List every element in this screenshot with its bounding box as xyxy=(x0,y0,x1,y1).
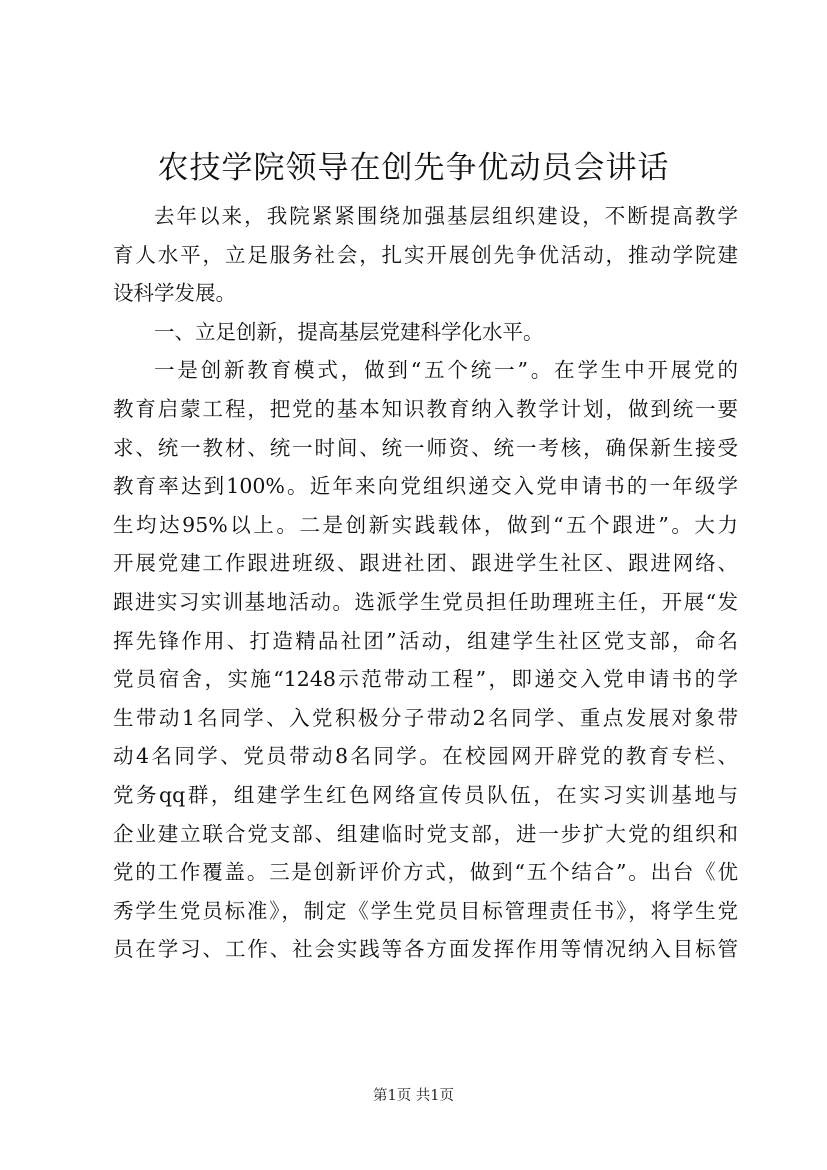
document-body xyxy=(113,197,738,969)
paragraph-line: 秀学生党员标准》，制定《学生党员目标管理责任书》，将学生党 xyxy=(113,898,738,923)
paragraph-line: 员在学习、工作、社会实践等各方面发挥作用等情况纳入目标管 xyxy=(113,937,738,962)
paragraph-line: 生带动1名同学、入党积极分子带动2名同学、重点发展对象带 xyxy=(113,705,738,730)
document-title: 农技学院领导在创先争优动员会讲话 xyxy=(157,150,670,186)
paragraph-line: 挥先锋作用、打造精品社团”活动，组建学生社区党支部，命名 xyxy=(113,628,738,653)
paragraph-line: 设科学发展。 xyxy=(113,281,236,306)
paragraph-line: 企业建立联合党支部、组建临时党支部，进一步扩大党的组织和 xyxy=(113,821,738,846)
paragraph-line: 去年以来，我院紧紧围绕加强基层组织建设，不断提高教学 xyxy=(154,204,738,228)
paragraph-line: 党的工作覆盖。三是创新评价方式，做到“五个结合”。出台《优 xyxy=(113,860,738,885)
section-heading: 一、立足创新，提高基层党建科学化水平。 xyxy=(154,319,544,344)
paragraph-line: 育人水平，立足服务社会，扎实开展创先争优活动，推动学院建 xyxy=(113,242,738,267)
paragraph-line: 开展党建工作跟进班级、跟进社团、跟进学生社区、跟进网络、 xyxy=(113,551,738,576)
paragraph-line: 求、统一教材、统一时间、统一师资、统一考核，确保新生接受 xyxy=(113,435,738,460)
paragraph-line: 教育率达到100%。近年来向党组织递交入党申请书的一年级学 xyxy=(113,474,738,499)
paragraph-line: 生均达95%以上。二是创新实践载体，做到“五个跟进”。大力 xyxy=(113,512,738,537)
paragraph-line: 动4名同学、党员带动8名同学。在校园网开辟党的教育专栏、 xyxy=(113,744,738,769)
paragraph-line: 党员宿舍，实施“1248示范带动工程”，即递交入党申请书的学 xyxy=(113,667,738,692)
paragraph-line: 党务qq群，组建学生红色网络宣传员队伍，在实习实训基地与 xyxy=(113,782,738,807)
paragraph-line: 一是创新教育模式，做到“五个统一”。在学生中开展党的 xyxy=(154,358,738,383)
paragraph-line: 教育启蒙工程，把党的基本知识教育纳入教学计划，做到统一要 xyxy=(113,396,738,421)
page-number-footer: 第1页 共1页 xyxy=(372,1088,455,1104)
paragraph-line: 跟进实习实训基地活动。选派学生党员担任助理班主任，开展“发 xyxy=(113,589,738,614)
